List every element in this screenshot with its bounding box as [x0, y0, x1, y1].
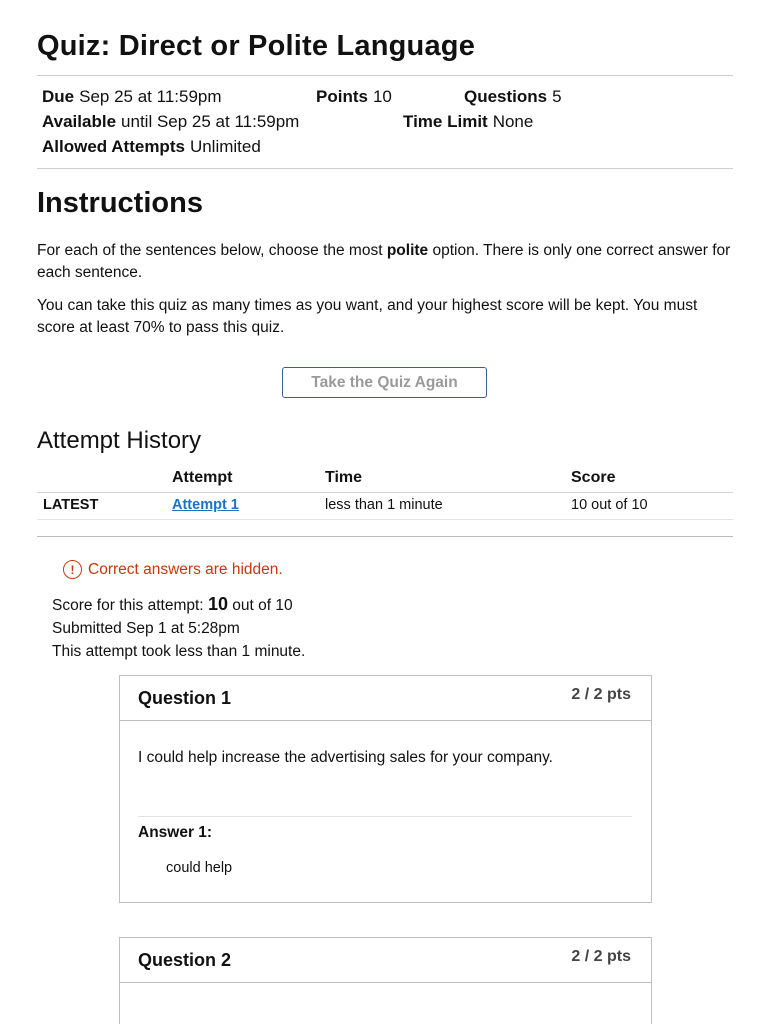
column-header-time: Time — [325, 469, 363, 486]
instructions-emphasis: polite — [386, 242, 429, 259]
page-title: Quiz: Direct or Polite Language — [37, 30, 476, 62]
instructions-paragraph-1 — [37, 240, 737, 284]
attempt-1-link[interactable]: Attempt 1 — [172, 497, 239, 513]
score-suffix: out of 10 — [227, 597, 293, 614]
divider — [37, 168, 733, 169]
instructions-paragraph-2: You can take this quiz as many times as you want, and your highest score will be kept. You must score at least 70% to pass this quiz. — [37, 297, 698, 336]
answers-hidden-notice — [63, 560, 283, 579]
time-limit-field — [403, 112, 533, 132]
question-points: 2 / 2 pts — [571, 948, 631, 965]
latest-tag: LATEST — [43, 497, 99, 513]
take-quiz-again-button[interactable]: Take the Quiz Again — [282, 367, 487, 398]
duration-text: This attempt took less than 1 minute. — [52, 643, 306, 660]
question-card — [119, 675, 652, 903]
question-title: Question 2 — [138, 950, 232, 970]
table-header-divider — [37, 492, 733, 493]
answer-value: could help — [166, 860, 233, 876]
due-value: Sep 25 at 11:59pm — [79, 87, 222, 106]
attempts-value: Unlimited — [189, 137, 261, 156]
column-header-score: Score — [571, 469, 616, 486]
attempts-label: Allowed Attempts — [42, 137, 185, 156]
attempts-field — [42, 137, 261, 157]
divider — [37, 75, 733, 76]
points-field — [316, 87, 392, 107]
question-header — [120, 676, 651, 721]
attempt-history-heading: Attempt History — [37, 427, 202, 454]
question-card — [119, 937, 652, 1024]
instructions-heading: Instructions — [37, 187, 203, 219]
attempt-score-summary — [52, 593, 293, 617]
divider — [37, 536, 733, 537]
column-header-attempt: Attempt — [172, 469, 233, 486]
score-value: 10 — [207, 594, 228, 614]
points-value: 10 — [372, 87, 392, 106]
time-limit-value: None — [492, 112, 534, 131]
table-row-divider — [37, 519, 733, 520]
due-field — [42, 87, 222, 107]
score-label: Score for this attempt: — [52, 597, 208, 614]
available-field — [42, 112, 299, 132]
due-label: Due — [42, 87, 75, 106]
question-points: 2 / 2 pts — [571, 686, 631, 703]
instructions-text: option. There is only one correct answer for each sentence. — [37, 242, 731, 281]
answers-hidden-text: Correct answers are hidden. — [88, 560, 283, 578]
questions-field — [464, 87, 562, 107]
question-divider — [138, 816, 632, 817]
attempt-score: 10 out of 10 — [571, 497, 648, 513]
question-text: I could help increase the advertising sales for your company. — [138, 749, 553, 766]
time-limit-label: Time Limit — [403, 112, 488, 131]
question-header — [120, 938, 651, 983]
exclamation-circle-icon: ! — [63, 560, 82, 579]
available-label: Available — [42, 112, 117, 131]
attempt-time: less than 1 minute — [325, 497, 443, 513]
points-label: Points — [316, 87, 368, 106]
instructions-text: For each of the sentences below, choose the most — [37, 242, 387, 259]
questions-label: Questions — [464, 87, 548, 106]
question-title: Question 1 — [138, 688, 232, 708]
available-value: until Sep 25 at 11:59pm — [121, 112, 300, 131]
answer-label: Answer 1: — [138, 824, 213, 841]
questions-value: 5 — [552, 87, 562, 106]
submitted-text: Submitted Sep 1 at 5:28pm — [52, 620, 240, 637]
